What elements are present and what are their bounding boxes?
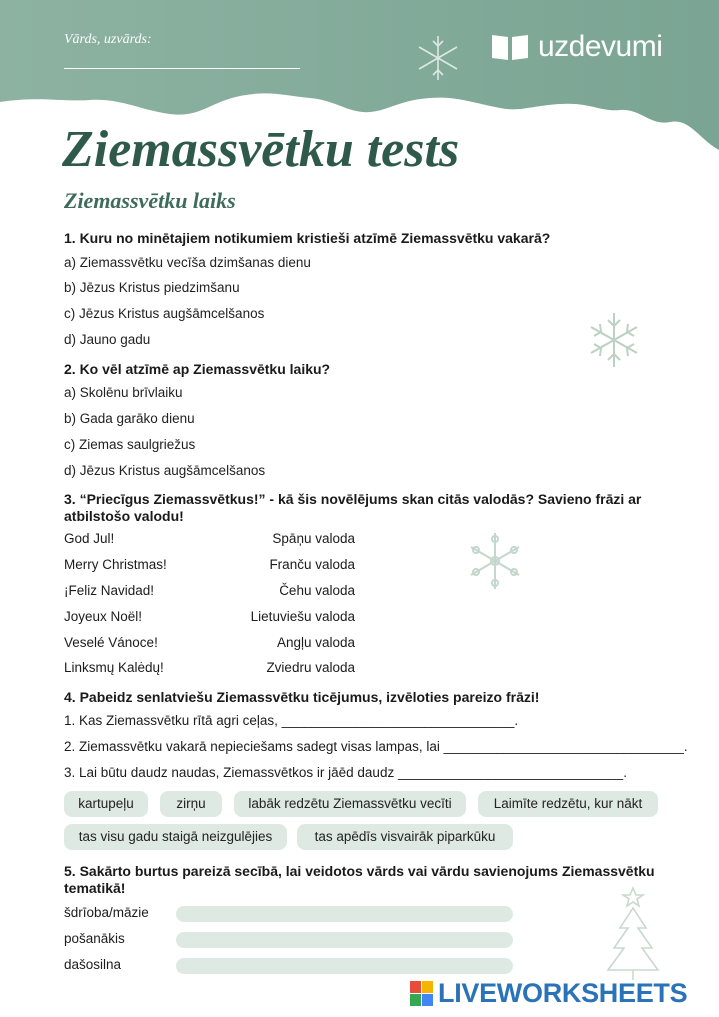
name-line[interactable] [64,68,300,69]
brand-logo [490,30,662,64]
snowflake-icon [414,34,462,82]
question-5: 5. Sakārto burtus pareizā secībā, lai veidotos vārds vai vārdu savienojums Ziemassvētku tematikā! [64,863,655,896]
scrambled-word: šdrīoba/māzie [64,905,149,920]
q2-option-b[interactable]: b) Gada garāko dienu [64,411,195,426]
brand-name: uzdevumi [538,30,663,63]
phrase-item[interactable]: Linksmų Kalėdų! [64,660,164,675]
choice-chip[interactable]: zirņu [160,791,222,817]
footer-brand: LIVEWORKSHEETS [438,978,688,1008]
choice-chip[interactable]: labāk redzētu Ziemassvētku vecīti [234,791,466,817]
question-1: 1. Kuru no minētajiem notikumiem kristieši atzīmē Ziemassvētku vakarā? [64,230,551,246]
book-icon [490,32,530,62]
language-item[interactable]: Angļu valoda [276,635,355,650]
answer-field[interactable] [176,906,513,922]
phrase-item[interactable]: Merry Christmas! [64,557,167,572]
snowflake-icon [464,530,526,592]
page-title: Ziemassvētku tests [62,121,460,178]
q1-option-d[interactable]: d) Jauno gadu [64,332,151,347]
phrase-item[interactable]: Veselé Vánoce! [64,635,158,650]
choice-chip[interactable]: Laimīte redzētu, kur nākt [478,791,658,817]
answer-field[interactable] [176,932,513,948]
answer-field[interactable] [176,958,513,974]
language-item[interactable]: Lietuviešu valoda [250,609,355,624]
choice-chip[interactable]: tas apēdīs visvairāk piparkūku [297,824,513,850]
language-item[interactable]: Spāņu valoda [272,531,355,546]
sentence-2[interactable]: 2. Ziemassvētku vakarā nepieciešams sadegt visas lampas, lai ________________________________. [64,739,688,754]
q2-option-d[interactable]: d) Jēzus Kristus augšāmcelšanos [64,463,266,478]
question-4: 4. Pabeidz senlatviešu Ziemassvētku ticējumus, izvēloties pareizo frāzi! [64,689,540,705]
name-label: Vārds, uzvārds: [64,32,152,47]
live-badge-icon [410,981,434,1007]
language-item[interactable]: Čehu valoda [279,583,355,598]
choice-chip[interactable]: tas visu gadu staigā neizgulējies [64,824,287,850]
question-3: 3. “Priecīgus Ziemassvētkus!” - kā šis novēlējums skan citās valodās? Savieno frāzi ar atbilstošo valodu! [64,491,642,524]
sentence-1[interactable]: 1. Kas Ziemassvētku rītā agri ceļas, _______________________________. [64,713,519,728]
language-item[interactable]: Franču valoda [269,557,355,572]
page-subtitle: Ziemassvētku laiks [64,188,236,213]
choice-chip[interactable]: kartupeļu [64,791,148,817]
phrase-item[interactable]: Joyeux Noël! [64,609,143,624]
phrase-item[interactable]: God Jul! [64,531,115,546]
language-item[interactable]: Zviedru valoda [266,660,355,675]
q1-option-c[interactable]: c) Jēzus Kristus augšāmcelšanos [64,306,265,321]
liveworksheets-footer [410,978,687,1009]
sentence-3[interactable]: 3. Lai būtu daudz naudas, Ziemassvētkos ir jāēd daudz ______________________________. [64,765,627,780]
q1-option-b[interactable]: b) Jēzus Kristus piedzimšanu [64,280,240,295]
christmas-tree-icon [598,884,668,984]
q2-option-c[interactable]: c) Ziemas saulgriežus [64,437,196,452]
scrambled-word: pošanākis [64,931,125,946]
scrambled-word: dašosilna [64,957,122,972]
q1-option-a[interactable]: a) Ziemassvētku vecīša dzimšanas dienu [64,255,311,270]
q2-option-a[interactable]: a) Skolēnu brīvlaiku [64,385,183,400]
question-2: 2. Ko vēl atzīmē ap Ziemassvētku laiku? [64,361,331,377]
phrase-item[interactable]: ¡Feliz Navidad! [64,583,155,598]
